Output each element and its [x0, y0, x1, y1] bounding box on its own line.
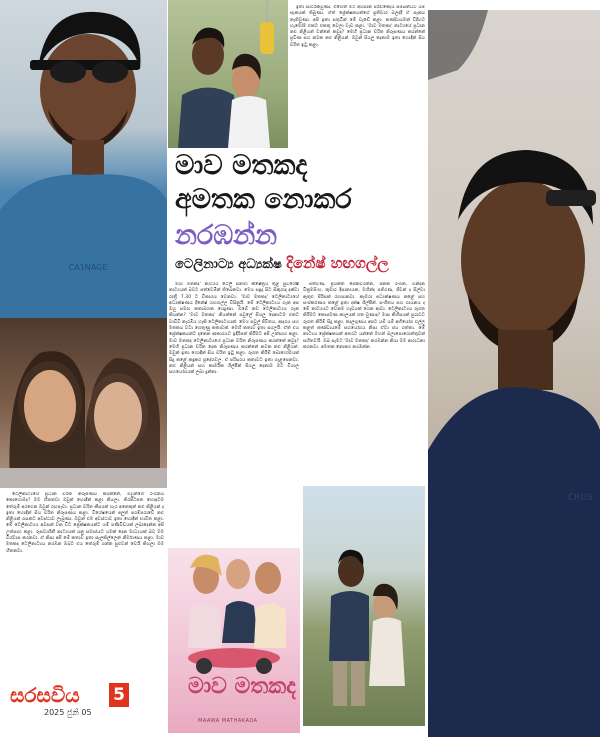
svg-text:CA1NAGE: CA1NAGE	[68, 263, 108, 272]
article-column-left	[6, 492, 164, 674]
issue-date: 2025 ජුනි 05	[44, 708, 92, 717]
photo-couple-bottom	[303, 486, 425, 726]
svg-text:CRUS: CRUS	[568, 493, 593, 503]
headline-line-1: මාව මතකද	[175, 150, 308, 181]
article-paragraph: ඉතා සාර්ථකවුණා. එහෙත් මට අවසාන පරිච්ඡේදය සම්බන්ධව යම් සැකයක් තිබුණා. ඒත් ප්‍රේක්ෂකයන්ගේ ප්‍රතිචාර බලද්දී ඒ සැකය නැතිවුණා. අපි ඉතා සතුටින් මේ වැඩේ කළා. කණ්ඩායමක් විදිහට හැමෝම එකට එකතු වෙලා වැඩ කළා. 'මාව මතකද' නාට්‍යයේ ප්‍රධාන නළු නිළියන් වන්නේ කවුද? මෙහි ප්‍රධාන චරිත නිරූපණය කරන්නේ ප්‍රවීණ සහ නවක නළු නිළියන්. ඔවුන් සියලු දෙනාම ඉතා හොඳින් සිය චරිත ඉටු කළා.	[290, 5, 425, 48]
photo-director-top-left	[0, 0, 167, 318]
logo-text: සරසවිය	[10, 683, 80, 707]
article-paragraph: ටෙලිනාට්‍යයේ ප්‍රධාන චරිත නිරූපණය කරන්නේ, ඔවුන්ගේ රංගනය කොහොමද? මම හිතනවා ඔවුන් හොඳින් කළා කියලා. තිරපිටපත හොඳටම තේරුම් අරගෙන ඔවුන් රඟපෑවා. ප්‍රධාන චරිත කීපයක් හැර අනෙකුත් නළු නිළියන් ද ඉතා හොඳින් සිය චරිත නිරූපණය කළා. විශේෂයෙන් අලුත් පරම්පරාවේ නළු නිළියන් රැසකට අවස්ථාව ලැබුණා. ඔවුන් එම අවස්ථාව ඉතා හොඳින් භාවිත කළා. මේ ටෙලිනාට්‍යය අවසන් වන විට ප්‍රේක්ෂකයන්ට යම් පණිවිඩයක් ලබාදෙන්න අපි උත්සාහ කළා. රූපවාහිනී නාට්‍යයක් යනු සමාජයට යමක් දෙන මාධ්‍යයක් බව මම විශ්වාස කරනවා. ඒ නිසා අපි මේ කතාව ඉතා සැලකිල්ලෙන් නිර්මාණය කළා. මාව මතකද ටෙලිනාට්‍යය නරඹන ඔබට එය තේරුම් ගන්න පුළුවන් වෙයි කියලා මම හිතනවා.	[6, 492, 164, 554]
photo-director-right	[428, 10, 600, 737]
article-column-mid-top	[290, 5, 425, 220]
headline-line-2: අමතක නොකර	[175, 184, 352, 215]
headline-line-3: නරඹන්න	[175, 220, 278, 251]
byline-name: දිනේෂ් හඟගල්ල	[286, 254, 389, 272]
article-paragraph: මාව මතකද' නාට්‍යය ටෙලි සිනමා ක්ෂේත්‍රය තුළ සුවිශේෂී නාට්‍යයක් බවට පත්වෙමින් තිබෙනවා. මෙය සඳුදා සිට සිකුරාදා දක්වා රාත්‍රී 7.30 ට විකාශය වෙනවා. 'මාව මතකද' ටෙලිනාට්‍යයේ අධ්‍යක්ෂණය දිනේෂ් හඟගල්ල විසිනුයි. මේ ටෙලිනාට්‍යය ගැන අප ඔහු සමඟ කතාබහක යෙදුණා. ඔබේ නව ටෙලිනාට්‍යය ගැන කියන්න? 'මාව මතකද' කියන්නේ පවුලේ සියලු දෙනාටම එකට වාඩිවී නැරඹිය හැකි ටෙලිනාට්‍යයක්. මෙය පවුල් ජීවිතය, ආදරය සහ මතකය වටා ගෙතුණු කතාවක්. මෙහි කතාව ඉතා සරලයි. ඒත් එය ප්‍රේක්ෂකයන්ට දැනෙන ආකාරයට ඉදිරිපත් කිරීමට අපි උත්සාහ කළා. මාව මතකද ටෙලිනාට්‍යයේ ප්‍රධාන චරිත නිරූපණය කරන්නේ කවුද? මෙහි ප්‍රධාන චරිත දෙක නිරූපණය කරන්නේ නවක නළු නිළියන්. ඔවුන් ඉතා හොඳින් සිය චරිත ඉටු කළා. රූගත කිරීම් බොහෝමයක් සිදු කළේ කඳුකර ප්‍රදේශවල. ඒ පරිසරය කතාවට ඉතා ගැළපෙනවා. නළු නිළියන් සහ කාර්මික ශිල්පීන් සියලු දෙනාම මට විශාල සහයෝගයක් ලබා දුන්නා.	[169, 282, 299, 376]
poster-maawa-mathakada	[168, 548, 300, 733]
photo-couple-top	[168, 0, 288, 148]
article-paragraph: පත්වීණ, ප්‍රියන්ත සේනවිරත්න, ජනක රංගන, චන්දන වික්‍රමසිංහ, කුමාර දිසානායක, මහින්ද පතිරණ, ජීවන් ද සිල්වා ඇතුළු පිරිසක් රඟපානවා. කැමරා අධ්‍යක්ෂණය කළේ සහ සංස්කරණය කළේ ඉතා දක්ෂ ශිල්පීන්. සංගීතය සහ ගායනය ද මේ නාට්‍යයට වෙනම හැඩයක් ගෙන ආවා. ටෙලිනාට්‍යය රූගත කිරීමට කොපමණ කාලයක් ගත වුණාද? මාස කිහිපයක් පුරාවට රූගත කිරීම් සිදු කළා. කාලගුණය අපට යම් යම් අභියෝග එල්ල කළත් කණ්ඩායමේ සහයෝගය නිසා ඒවා ජය ගත්තා. මේ නාට්‍යය ප්‍රේක්ෂකයන් අතරට යන්නේ මහත් බලාපොරොත්තුවක් සහිතවයි. ඔබ සැමට 'මාව මතකද' නරඹන්න කියා මම ආරාධනා කරනවා. අමතක නොකර නරඹන්න.	[303, 282, 425, 350]
photo-actresses-left	[0, 318, 167, 488]
article-column-mid	[169, 282, 299, 537]
byline	[175, 254, 389, 272]
sarasaviya-logo	[10, 679, 132, 719]
logo-badge: 5	[109, 683, 129, 707]
poster-title: මාව මතකද	[188, 673, 296, 699]
article-column-right	[303, 282, 425, 482]
byline-role: ටෙලිනාට්‍ය අධ්‍යක්ෂ	[175, 257, 282, 272]
poster-subtitle: MAAWA MATHAKADA	[198, 718, 258, 724]
